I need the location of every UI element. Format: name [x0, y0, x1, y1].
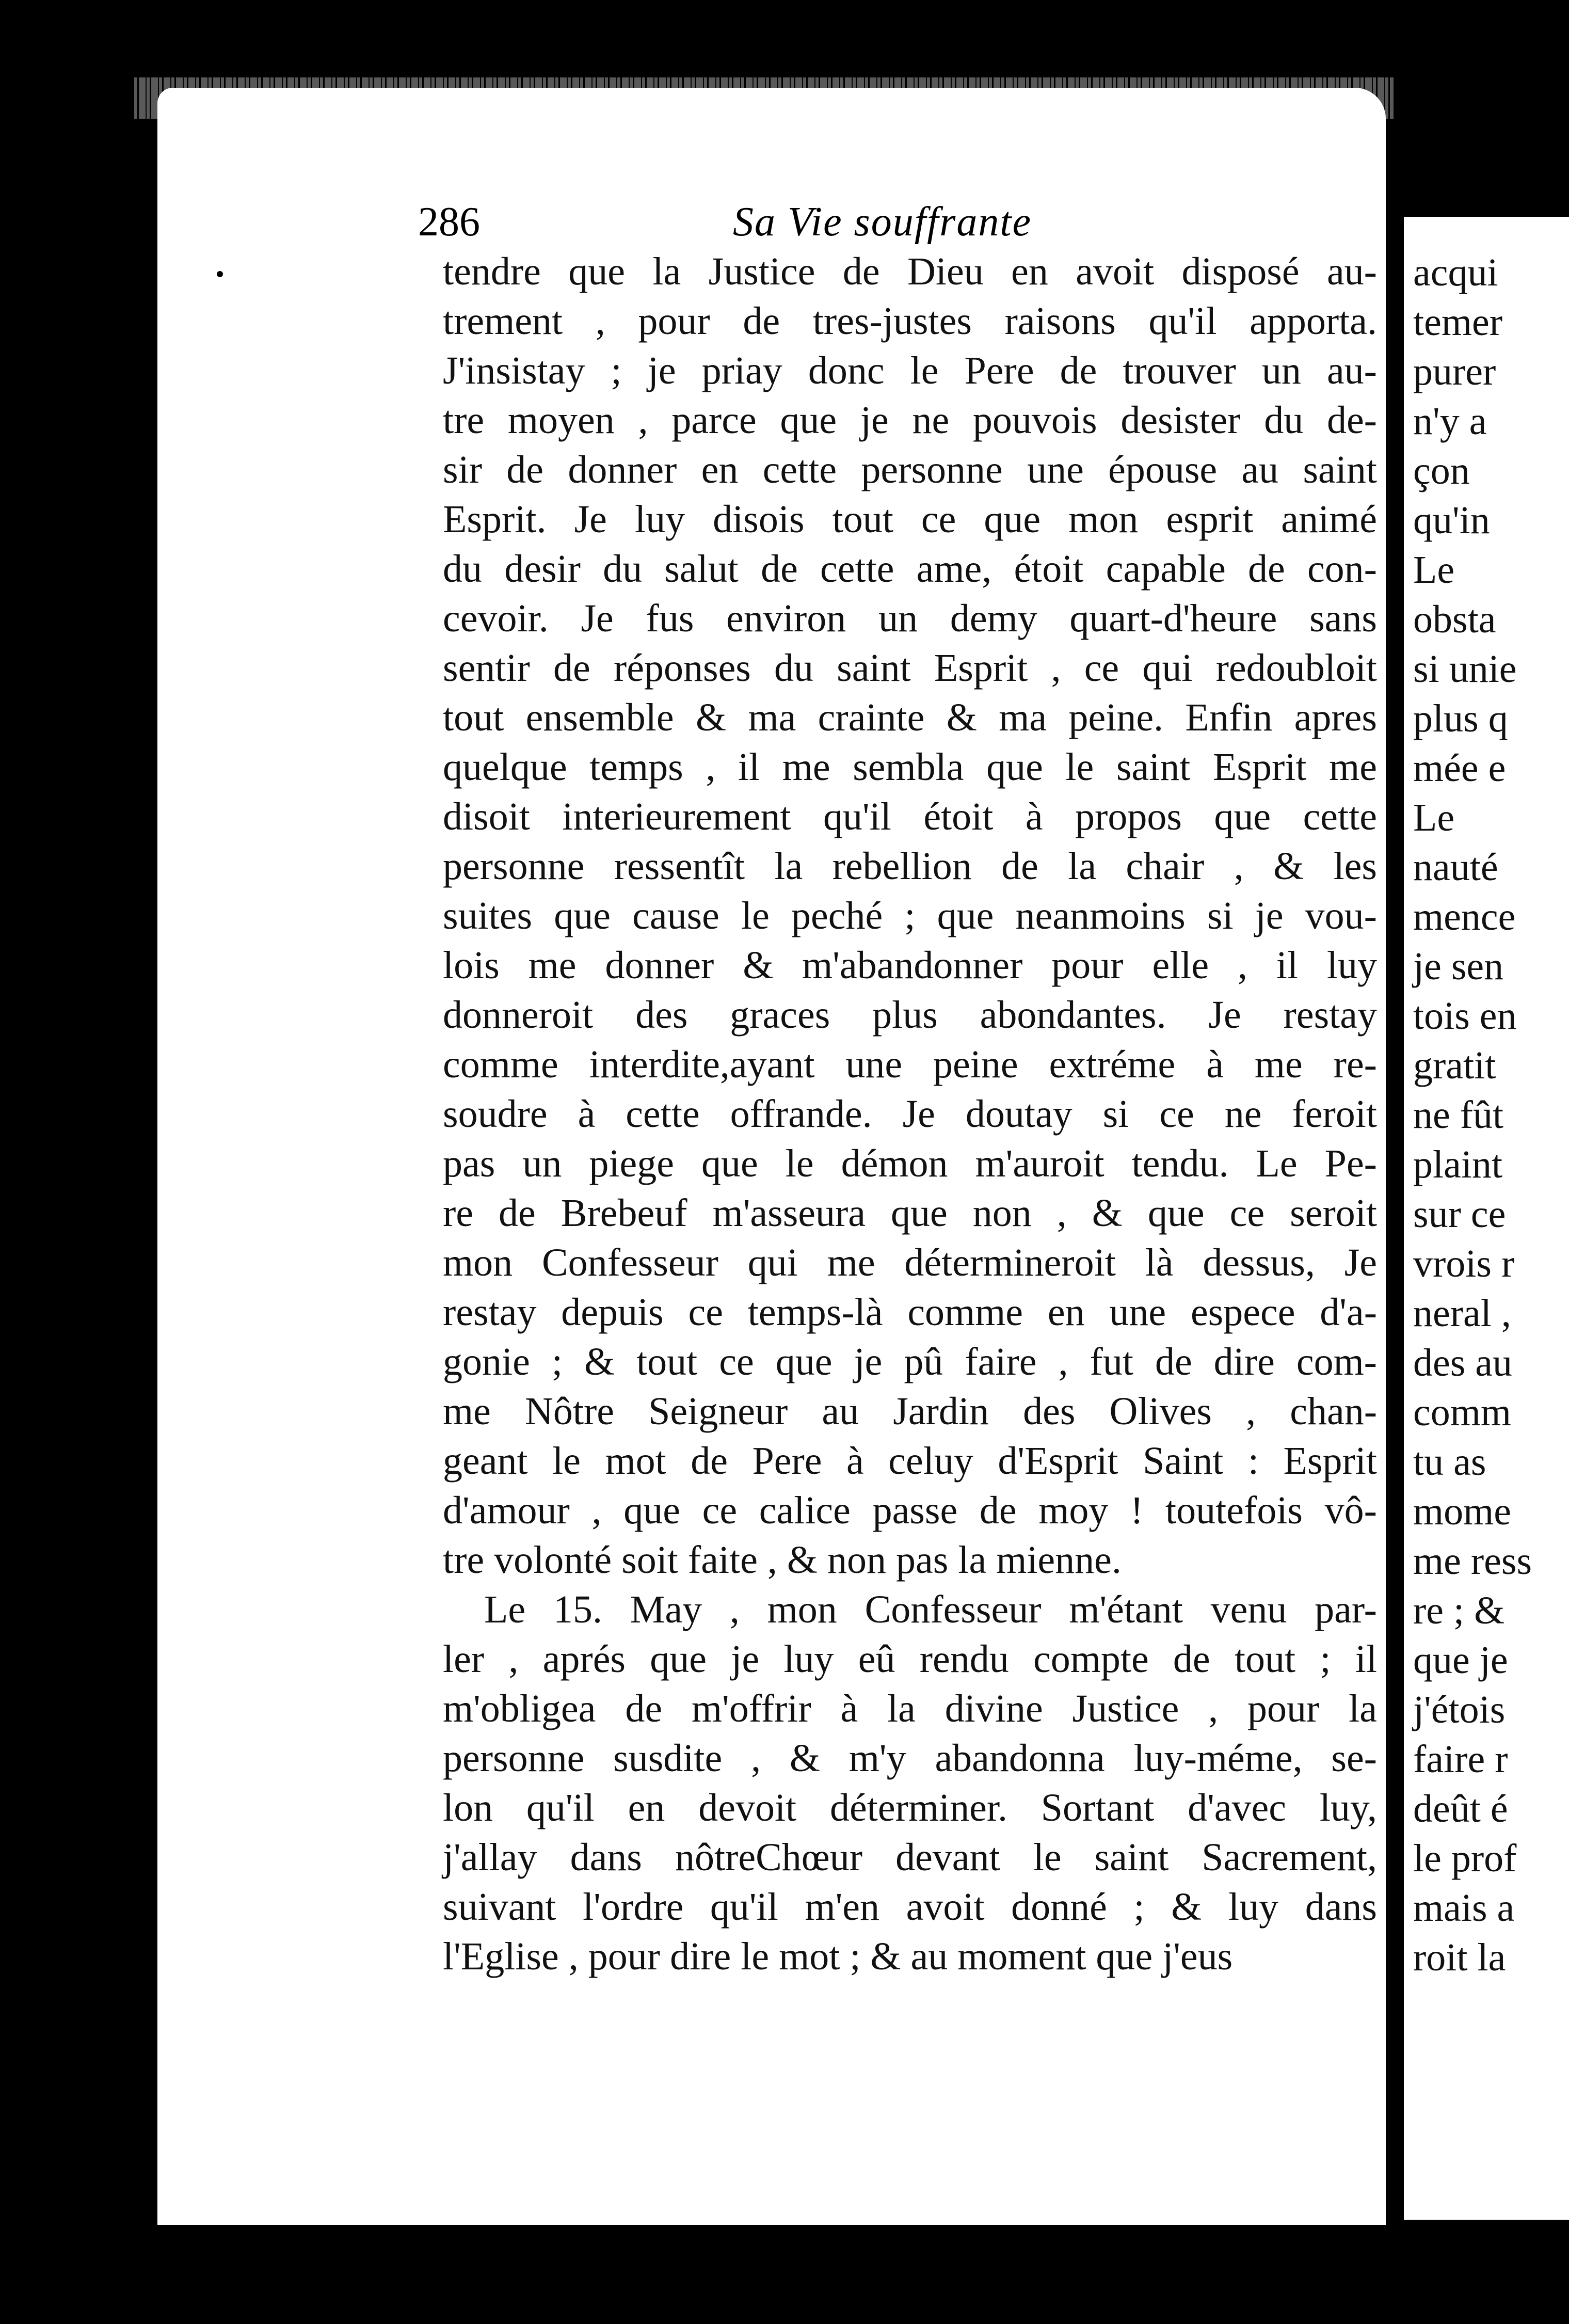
facing-text-line: comm: [1413, 1391, 1511, 1434]
facing-text-line: gratit: [1413, 1044, 1496, 1087]
text-line: mon Confesseur qui me détermineroit là dessus, Je: [443, 1241, 1377, 1284]
facing-text-line: des au: [1413, 1341, 1513, 1384]
facing-text-line: acqui: [1413, 251, 1498, 294]
facing-text-line: tu as: [1413, 1440, 1486, 1484]
text-line: lon qu'il en devoit déterminer. Sortant d'avec luy,: [443, 1786, 1377, 1829]
text-line: comme interdite,ayant une peine extréme à me re-: [443, 1043, 1377, 1086]
facing-text-line: purer: [1413, 350, 1496, 393]
facing-text-line: j'étois: [1413, 1688, 1506, 1731]
facing-text-line: ne fût: [1413, 1093, 1504, 1137]
page-gutter: [1386, 196, 1404, 2235]
facing-text-line: vrois r: [1413, 1242, 1515, 1285]
text-line: geant le mot de Pere à celuy d'Esprit Saint : Esprit: [443, 1439, 1377, 1483]
text-line: personne susdite , & m'y abandonna luy-méme, se-: [443, 1737, 1377, 1780]
facing-text-line: plaint: [1413, 1143, 1503, 1186]
facing-text-line: le prof: [1413, 1837, 1517, 1880]
text-line: tout ensemble & ma crainte & ma peine. Enfin apres: [443, 696, 1377, 739]
running-title: Sa Vie souffrante: [733, 199, 1032, 245]
page-number: 286: [418, 199, 480, 245]
facing-text-line: Le: [1413, 548, 1455, 592]
text-line: trement , pour de tres-justes raisons qu'il apporta.: [443, 299, 1377, 343]
text-line: restay depuis ce temps-là comme en une espece d'a-: [443, 1291, 1377, 1334]
facing-text-line: tois en: [1413, 994, 1517, 1038]
facing-text-line: roit la: [1413, 1936, 1506, 1979]
text-line: sir de donner en cette personne une épouse au saint: [443, 448, 1377, 491]
facing-text-line: çon: [1413, 449, 1470, 492]
facing-text-line: plus q: [1413, 697, 1508, 740]
text-line: lois me donner & m'abandonner pour elle , il luy: [443, 944, 1377, 987]
facing-text-line: Le: [1413, 796, 1455, 839]
facing-text-line: mée e: [1413, 746, 1506, 790]
text-line: re de Brebeuf m'asseura que non , & que ce seroit: [443, 1191, 1377, 1235]
facing-text-line: sur ce: [1413, 1192, 1506, 1236]
facing-text-line: deût é: [1413, 1787, 1508, 1830]
facing-text-line: mence: [1413, 895, 1516, 938]
text-line: m'obligea de m'offrir à la divine Justice , pour la: [443, 1687, 1377, 1730]
text-line: suivant l'ordre qu'il m'en avoit donné ; & luy dans: [443, 1885, 1377, 1929]
facing-text-line: mais a: [1413, 1886, 1515, 1930]
text-line: tre volonté soit faite , & non pas la mienne.: [443, 1538, 1122, 1582]
facing-text-line: neral ,: [1413, 1292, 1511, 1335]
text-line: j'allay dans nôtreChœur devant le saint Sacrement,: [443, 1836, 1377, 1879]
facing-text-line: me ress: [1413, 1539, 1532, 1583]
text-line: tendre que la Justice de Dieu en avoit disposé au-: [443, 250, 1377, 293]
text-line: suites que cause le peché ; que neanmoins si je vou-: [443, 894, 1377, 937]
facing-text-line: obsta: [1413, 598, 1496, 641]
text-line: d'amour , que ce calice passe de moy ! toutefois vô-: [443, 1489, 1377, 1532]
text-line: quelque temps , il me sembla que le saint Esprit me: [443, 745, 1377, 789]
text-line: Le 15. May , mon Confesseur m'étant venu par-: [484, 1588, 1377, 1631]
facing-page-fragment: [1404, 217, 1569, 2220]
text-line: ler , aprés que je luy eû rendu compte de tout ; il: [443, 1637, 1377, 1681]
text-line: du desir du salut de cette ame, étoit capable de con-: [443, 547, 1377, 591]
facing-text-line: n'y a: [1413, 400, 1487, 443]
text-line: sentir de réponses du saint Esprit , ce qui redoubloit: [443, 646, 1377, 690]
facing-text-line: faire r: [1413, 1738, 1508, 1781]
text-line: personne ressentît la rebellion de la chair , & les: [443, 845, 1377, 888]
text-line: cevoir. Je fus environ un demy quart-d'heure sans: [443, 597, 1377, 640]
text-line: tre moyen , parce que je ne pouvois desister du de-: [443, 399, 1377, 442]
facing-text-line: je sen: [1413, 945, 1504, 988]
text-line: donneroit des graces plus abondantes. Je restay: [443, 993, 1377, 1037]
facing-text-line: temer: [1413, 300, 1503, 344]
text-line: gonie ; & tout ce que je pû faire , fut de dire com-: [443, 1340, 1377, 1383]
facing-text-line: nauté: [1413, 846, 1498, 889]
text-line: J'insistay ; je priay donc le Pere de trouver un au-: [443, 349, 1377, 392]
text-line: pas un piege que le démon m'auroit tendu. Le Pe-: [443, 1142, 1377, 1185]
text-line: Esprit. Je luy disois tout ce que mon esprit animé: [443, 498, 1377, 541]
facing-text-line: que je: [1413, 1638, 1508, 1682]
facing-text-line: qu'in: [1413, 499, 1490, 542]
text-line: me Nôtre Seigneur au Jardin des Olives , chan-: [443, 1390, 1377, 1433]
text-line: soudre à cette offrande. Je doutay si ce ne feroit: [443, 1092, 1377, 1136]
text-line: l'Eglise , pour dire le mot ; & au moment que j'eus: [443, 1935, 1233, 1978]
facing-text-line: mome: [1413, 1490, 1511, 1533]
facing-text-line: si unie: [1413, 647, 1517, 691]
text-line: disoit interieurement qu'il étoit à propos que cette: [443, 795, 1377, 838]
facing-text-line: re ; &: [1413, 1589, 1505, 1632]
margin-mark: [217, 271, 223, 277]
